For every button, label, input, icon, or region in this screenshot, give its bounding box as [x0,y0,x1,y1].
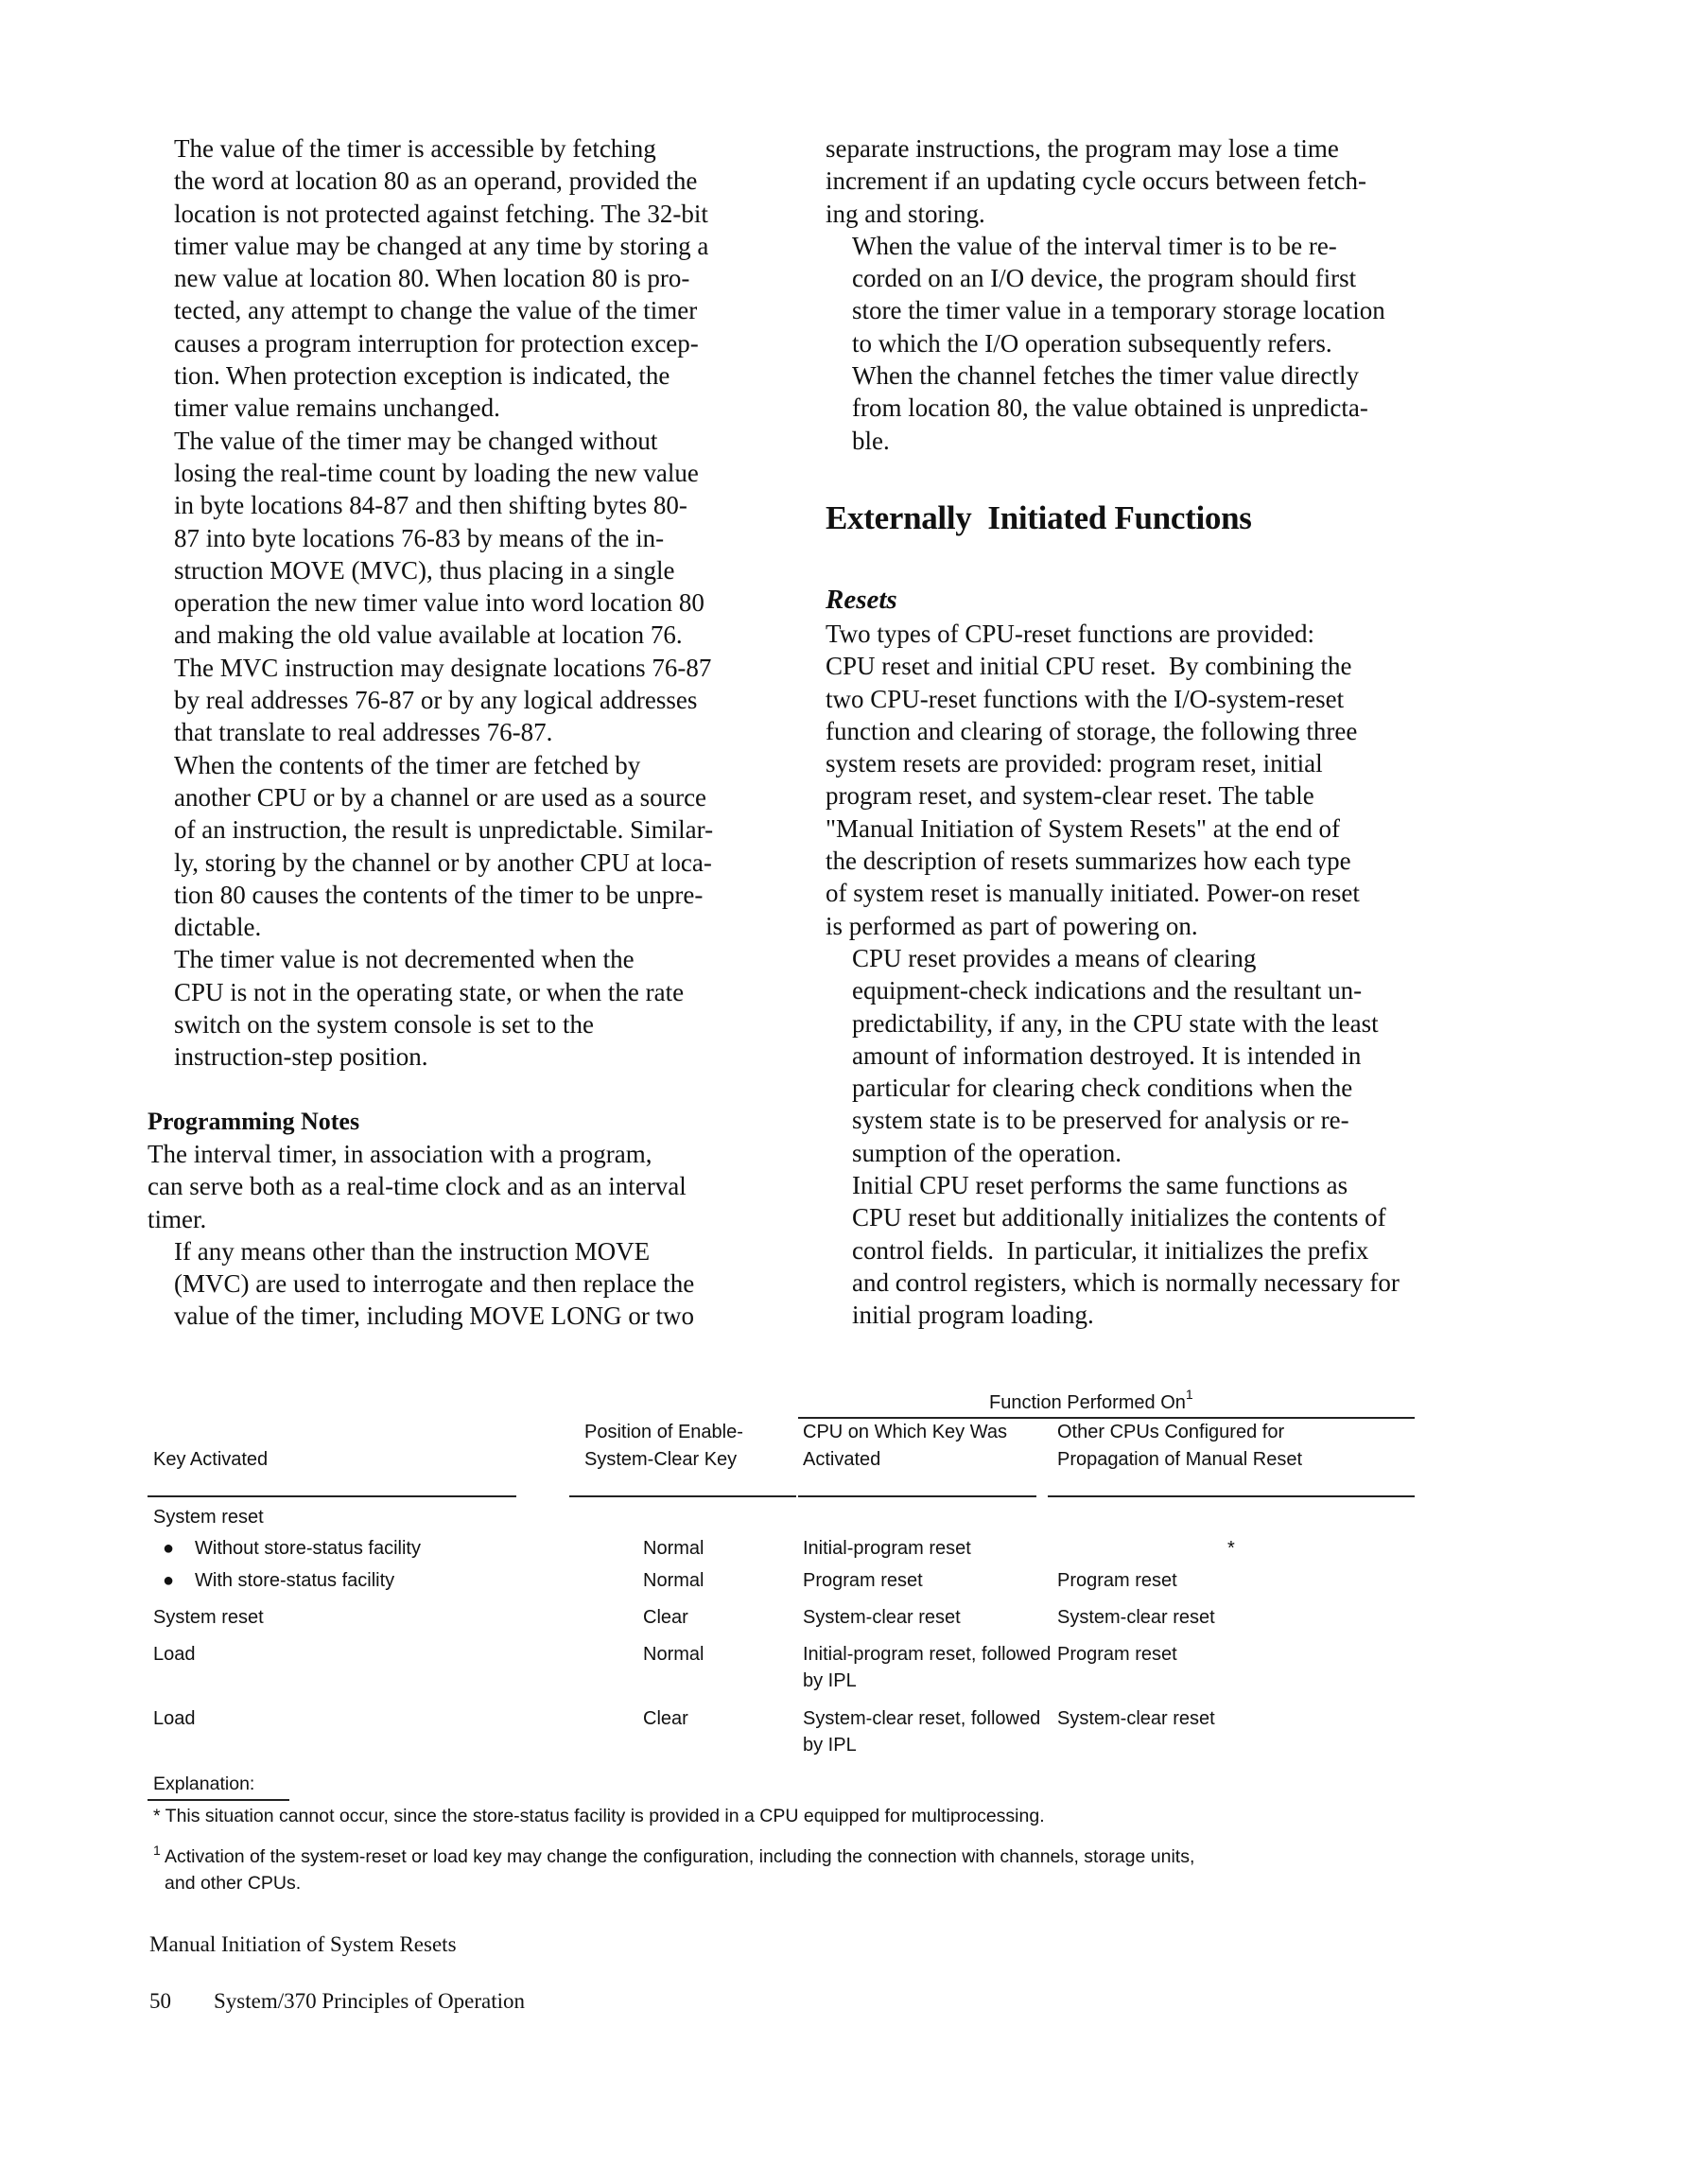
text-line: CPU reset provides a means of clearing [852,943,1257,972]
text-line: timer. [148,1204,207,1233]
text-line: When the channel fetches the timer value directly [852,361,1360,391]
text-line: location is not protected against fetching. The 32-bit [174,199,708,228]
text-line: that translate to real addresses 76-87. [174,718,553,747]
text-line: amount of information destroyed. It is intended in [852,1040,1362,1070]
row-cpu-continued: by IPL [803,1670,857,1691]
header-rule-key [148,1495,516,1497]
header-other-line2: Propagation of Manual Reset [1057,1449,1303,1470]
left-column [148,132,753,1333]
header-cpu-line2: Activated [803,1449,881,1470]
text-line: causes a program interruption for protection excep- [174,328,699,358]
row-position: Normal [643,1538,704,1559]
header-position-line2: System-Clear Key [584,1449,738,1470]
text-line: corded on an I/O device, the program should first [852,264,1357,293]
row-cpu: System-clear reset [803,1607,961,1628]
text-line: program reset, and system-clear reset. The table [826,781,1314,811]
row-bullet: ● [163,1570,175,1591]
row-cpu: Initial-program reset, followed [803,1644,1052,1665]
text-line: If any means other than the instruction MOVE [174,1236,651,1266]
paragraph-programming-note-1 [148,1138,753,1235]
subsection-heading-resets: Resets [826,585,897,615]
text-line: tion. When protection exception is indicated, the [174,361,670,391]
header-position-line1: Position of Enable- [584,1422,743,1442]
text-line: equipment-check indications and the resultant un- [852,976,1363,1005]
row-cpu: Program reset [803,1570,923,1591]
page-number: 50 [149,1989,171,2013]
table-caption: Manual Initiation of System Resets [149,1932,457,1956]
text-line: CPU reset and initial CPU reset. By combining the [826,652,1352,681]
text-line: predictability, if any, in the CPU state with the least [852,1008,1379,1038]
paragraph-io-recording [826,230,1450,457]
text-line: the description of resets summarizes how each type [826,847,1351,876]
row-key: With store-status facility [195,1570,395,1591]
text-line: The value of the timer is accessible by fetching [174,134,656,163]
text-line: When the contents of the timer are fetched by [174,750,641,779]
text-line: CPU reset but additionally initializes the contents of [852,1203,1386,1232]
text-line: The value of the timer may be changed without [174,426,658,455]
text-line: to which the I/O operation subsequently refers. [852,328,1332,358]
right-column-resets [826,618,1450,1332]
text-line: ing and storing. [826,199,985,228]
explanation-rule [148,1799,289,1801]
paragraph-timer-fetch [148,749,753,944]
header-rule-other [1048,1495,1415,1497]
row-position: Clear [643,1708,688,1729]
row-other: System-clear reset [1057,1607,1215,1628]
text-line: another CPU or by a channel or are used as a source [174,782,707,812]
row-position: Normal [643,1644,704,1665]
text-line: "Manual Initiation of System Resets" at the end of [826,813,1340,843]
text-line: and control registers, which is normally necessary for [852,1267,1400,1297]
text-line: When the value of the interval timer is to be re- [852,231,1337,260]
paragraph-timer-access [148,132,753,425]
text-line: can serve both as a real-time clock and as an interval [148,1172,687,1201]
paragraph-programming-note-2 [148,1235,753,1333]
row-bullet: ● [163,1538,175,1559]
text-line: switch on the system console is set to the [174,1010,594,1040]
text-line: particular for clearing check conditions when the [852,1074,1353,1103]
section-heading: Externally Initiated Functions [826,499,1252,536]
footnote-one-marker [153,1837,161,1872]
text-line: losing the real-time count by loading the new value [174,458,699,487]
footnote-one-line2: and other CPUs. [165,1873,302,1894]
text-line: and making the old value available at location 76. [174,620,683,650]
header-rule-cpu [798,1495,1036,1497]
text-line: ly, storing by the channel or by another CPU at loca- [174,847,712,877]
row-key: Load [153,1644,196,1665]
text-line: The timer value is not decremented when the [174,945,635,974]
paragraph-continued [826,132,1450,230]
text-line: timer value remains unchanged. [174,393,500,423]
text-line: tion 80 causes the contents of the timer to be unpre- [174,880,704,909]
text-line: CPU is not in the operating state, or when the rate [174,977,685,1006]
header-key-activated: Key Activated [153,1449,269,1470]
text-line: The interval timer, in association with a program, [148,1139,652,1168]
row-other: * [1227,1538,1235,1559]
text-line: Initial CPU reset performs the same functions as [852,1171,1348,1200]
header-other-line1: Other CPUs Configured for [1057,1422,1285,1442]
paragraph-cpu-reset [826,942,1450,1169]
text-line: in byte locations 84-87 and then shifting bytes 80- [174,491,687,520]
text-line: from location 80, the value obtained is unpredicta- [852,393,1368,423]
footnote-star: * This situation cannot occur, since the store-status facility is provided in a CPU equipped for multiprocessing. [153,1806,1045,1826]
text-line: system resets are provided: program reset, initial [826,749,1323,778]
explanation-heading: Explanation: [153,1773,255,1794]
text-line: (MVC) are used to interrogate and then replace the [174,1269,695,1299]
right-column-top [826,132,1450,457]
header-rule-position [569,1495,796,1497]
text-line: of system reset is manually initiated. Power-on reset [826,879,1360,908]
text-line: ble. [852,426,890,455]
footnote-marker: 1 [153,1843,161,1858]
text-line: the word at location 80 as an operand, provided the [174,166,698,196]
publication-title: System/370 Principles of Operation [214,1989,525,2013]
text-line: new value at location 80. When location 80 is pro- [174,264,690,293]
text-line: sumption of the operation. [852,1138,1122,1167]
text-line: 87 into byte locations 76-83 by means of the in- [174,523,665,552]
row-cpu-continued: by IPL [803,1735,857,1756]
group-header-text: Function Performed On [989,1392,1186,1413]
text-line: is performed as part of powering on. [826,911,1198,940]
text-line: The MVC instruction may designate locations 76-87 [174,653,712,682]
paragraph-reset-types [826,618,1450,942]
table-group-header [989,1381,1193,1416]
paragraph-initial-cpu-reset [826,1169,1450,1331]
text-line: control fields. In particular, it initializes the prefix [852,1235,1369,1265]
row-position: Clear [643,1607,688,1628]
page-footer [149,1989,525,2014]
text-line: dictable. [174,913,262,942]
text-line: two CPU-reset functions with the I/O-system-reset [826,684,1345,713]
programming-notes-heading: Programming Notes [148,1107,360,1135]
paragraph-timer-decrement [148,943,753,1073]
footnote-marker: 1 [1185,1387,1193,1402]
footnote-one-line1: Activation of the system-reset or load key may change the configuration, including the connection with channels, storage units, [165,1846,1195,1867]
header-cpu-line1: CPU on Which Key Was [803,1422,1007,1442]
row-cpu: System-clear reset, followed [803,1708,1041,1729]
text-line: struction MOVE (MVC), thus placing in a single [174,555,675,585]
row-other: System-clear reset [1057,1708,1215,1729]
text-line: Two types of CPU-reset functions are provided: [826,620,1314,648]
text-line: function and clearing of storage, the following three [826,716,1358,745]
text-line: timer value may be changed at any time by storing a [174,231,709,260]
spacer [148,1074,753,1106]
text-line: store the timer value in a temporary storage location [852,296,1385,325]
text-line: value of the timer, including MOVE LONG or two [174,1302,695,1331]
text-line: system state is to be preserved for analysis or re- [852,1106,1349,1135]
row-key: System reset [153,1607,264,1628]
paragraph-timer-change [148,425,753,749]
row-group-label: System reset [153,1507,264,1528]
row-key: Without store-status facility [195,1538,421,1559]
text-line: operation the new timer value into word location 80 [174,588,704,618]
row-key: Load [153,1708,196,1729]
text-line: instruction-step position. [174,1042,428,1072]
row-cpu: Initial-program reset [803,1538,971,1559]
row-position: Normal [643,1570,704,1591]
text-line: of an instruction, the result is unpredictable. Similar- [174,815,714,845]
row-other: Program reset [1057,1570,1177,1591]
text-line: by real addresses 76-87 or by any logical addresses [174,686,698,715]
text-line: tected, any attempt to change the value of the timer [174,296,698,325]
text-line: increment if an updating cycle occurs between fetch- [826,166,1366,196]
row-other: Program reset [1057,1644,1177,1665]
text-line: separate instructions, the program may lose a time [826,134,1339,163]
text-line: initial program loading. [852,1301,1094,1330]
